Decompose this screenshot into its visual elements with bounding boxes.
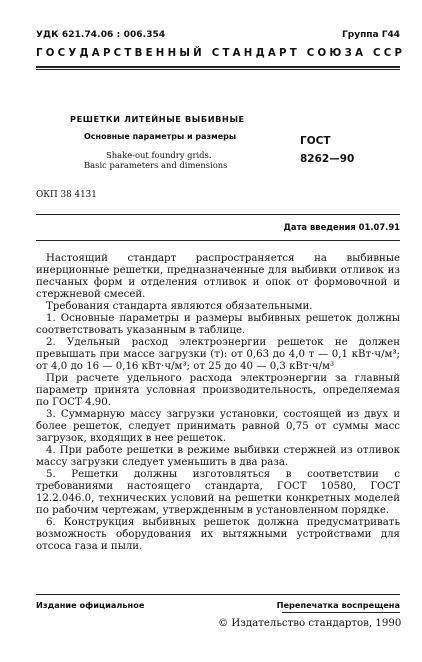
document-subtitle: Основные параметры и размеры: [84, 132, 237, 141]
reprint-forbidden-label: Перепечатка воспрещена: [276, 600, 400, 610]
paragraph: 4. При работе решетки в режиме выбивки стержней из отливок массу загрузки следует уменьшить в два раза.: [36, 445, 400, 468]
footer-rule: [36, 594, 400, 595]
gost-number: 8262—90: [300, 153, 355, 165]
paragraph: 1. Основные параметры и размеры выбивных решеток должны соответствовать указанным в таблице.: [36, 313, 400, 336]
paragraph: 5. Решетки должны изготовляться в соответствии с требованиями настоящего стандарта, ГОСТ 10580, ГОСТ 12.2.046.0, технических условий на решетки конкретных моделей по рабочим чертежам, утвержденным в установленном порядке.: [36, 469, 400, 516]
document-title: РЕШЕТКИ ЛИТЕЙНЫЕ ВЫБИВНЫЕ: [70, 114, 245, 124]
english-title-line-2: Basic parameters and dimensions: [84, 160, 228, 170]
paragraph: 6. Конструкция выбивных решеток должна предусматривать возможность оборудования их вытяжными устройствами для отсоса газа и пыли.: [36, 517, 400, 552]
paragraph: 3. Суммарную массу загрузки установки, состоящей из двух и более решеток, следует принимать равной 0,75 от суммы масс загрузок, входящих в нее решеток.: [36, 409, 400, 444]
paragraph: 2. Удельный расход электроэнергии решеток не должен превышать при массе загрузки (т): от 0,63 до 4,0 т — 0,1 кВт·ч/м³; от 4,0 до 16 — 0,16 кВт·ч/м³; от 25 до 40 — 0,3 кВт·ч/м³: [36, 337, 400, 372]
header-rule-top: [36, 66, 400, 68]
introduction-date: Дата введения 01.07.91: [283, 222, 400, 232]
copyright-notice: © Издательство стандартов, 1990: [218, 618, 402, 629]
state-standard-banner: ГОСУДАРСТВЕННЫЙ СТАНДАРТ СОЮЗА ССР: [36, 48, 406, 59]
official-edition-label: Издание официальное: [36, 600, 145, 610]
date-rule: [36, 214, 400, 215]
english-title-line-1: Shake-out foundry grids.: [106, 150, 212, 160]
header-rule-bottom: [36, 69, 400, 70]
document-body: [36, 253, 400, 553]
paragraph: Настоящий стандарт распространяется на выбивные инерционные решетки, предназначенные для выбивки отливок из песчаных форм и отделения отливок и опок от формовочной и стержневой смесей.: [36, 253, 400, 300]
footer-right-rule: [282, 612, 400, 613]
gost-label: ГОСТ: [300, 135, 331, 147]
paragraph: Требования стандарта являются обязательными.: [46, 301, 313, 312]
body-top-rule: [36, 240, 400, 241]
udk-code: УДК 621.74.06 : 006.354: [36, 30, 166, 40]
group-code: Группа Г44: [342, 30, 400, 40]
okp-code: ОКП 38 4131: [36, 190, 97, 200]
paragraph: При расчете удельного расхода электроэнергии за главный параметр принята условная производительность, определяемая по ГОСТ 4.90.: [36, 373, 400, 408]
